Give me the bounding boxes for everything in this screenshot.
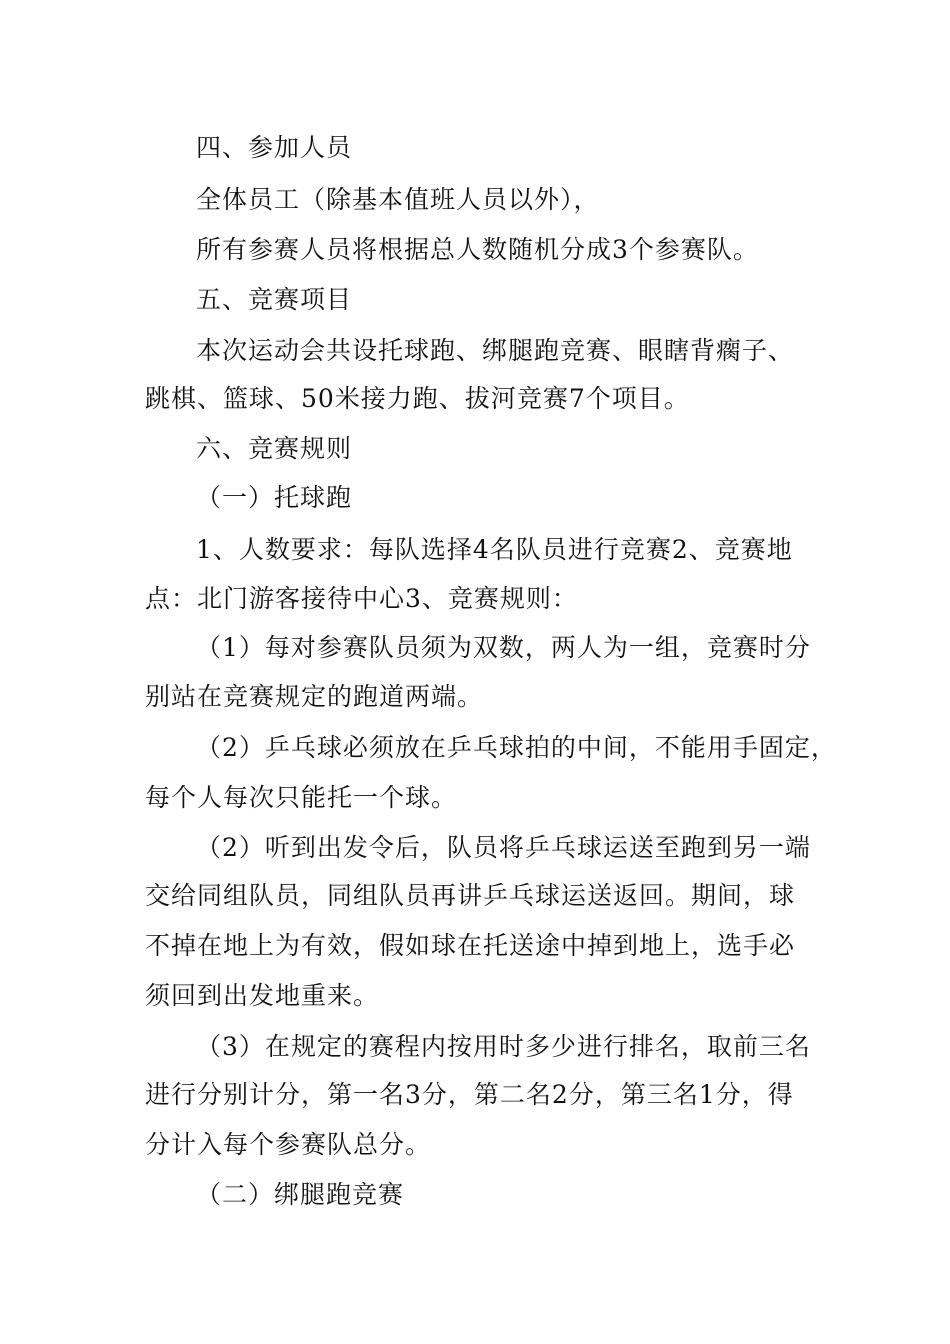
paragraph-line: 点：北门游客接待中心3、竞赛规则： xyxy=(145,584,578,613)
paragraph-line: （2）乒乓球必须放在乒乓球拍的中间，不能用手固定， xyxy=(196,733,837,762)
paragraph-line: 跳棋、篮球、50米接力跑、拔河竞赛7个项目。 xyxy=(145,384,690,413)
heading-events: 五、竞赛项目 xyxy=(196,285,353,314)
paragraph-line: （1）每对参赛队员须为双数，两人为一组，竞赛时分 xyxy=(196,633,811,662)
paragraph-line: 所有参赛人员将根据总人数随机分成3个参赛队。 xyxy=(196,235,759,264)
heading-participants: 四、参加人员 xyxy=(196,133,353,162)
paragraph-line: 1、人数要求：每队选择4名队员进行竞赛2、竞赛地 xyxy=(196,535,793,564)
paragraph-line: 分计入每个参赛队总分。 xyxy=(145,1130,432,1159)
paragraph-line: 交给同组队员，同组队员再讲乒乓球运送返回。期间，球 xyxy=(145,881,796,910)
heading-rules: 六、竞赛规则 xyxy=(196,434,353,463)
paragraph-line: 每个人每次只能托一个球。 xyxy=(145,783,458,812)
paragraph-line: 不掉在地上为有效，假如球在托送途中掉到地上，选手必 xyxy=(145,931,796,960)
paragraph-line: 全体员工（除基本值班人员以外）， xyxy=(196,185,600,214)
paragraph-line: （3）在规定的赛程内按用时多少进行排名，取前三名 xyxy=(196,1032,811,1061)
paragraph-line: 本次运动会共设托球跑、绑腿跑竞赛、眼瞎背瘸子、 xyxy=(196,336,795,365)
paragraph-line: 别站在竞赛规定的跑道两端。 xyxy=(145,682,484,711)
subheading-ball-run: （一）托球跑 xyxy=(196,483,353,512)
paragraph-line: （2）听到出发令后，队员将乒乓球运送至跑到另一端 xyxy=(196,833,811,862)
subheading-leg-race: （二）绑腿跑竞赛 xyxy=(196,1180,405,1209)
paragraph-line: 进行分别计分，第一名3分，第二名2分，第三名1分，得 xyxy=(145,1080,794,1109)
paragraph-line: 须回到出发地重来。 xyxy=(145,981,380,1010)
